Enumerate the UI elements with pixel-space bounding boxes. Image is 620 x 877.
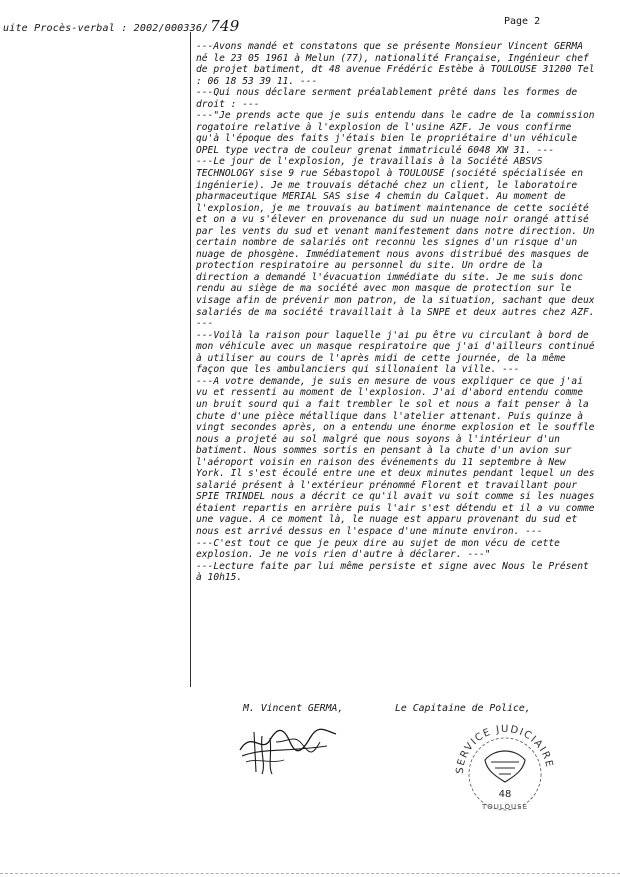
margin-rule <box>190 32 191 687</box>
handwritten-signature <box>232 712 342 777</box>
page-number: Page 2 <box>504 16 541 27</box>
paragraph: ---Qui nous déclare serment préalablement prêté dans les formes de droit : --- <box>196 87 583 110</box>
officer-title: Le Capitaine de Police, <box>395 703 531 714</box>
header-reference <box>3 17 240 35</box>
paragraph: ---Avons mandé et constatons que se présente Monsieur Vincent GERMA né le 23 05 1961 à Melun (77), nationalité Française, Ingénieur chef de projet batiment, dt 48 avenue Frédéric Estèbe à TOULOUSE 31200 Tel : 06 18 53 39 11. --- <box>196 41 601 87</box>
paragraph: ---A votre demande, je suis en mesure de vous expliquer ce que j'ai vu et ressenti au moment de l'explosion. J'ai d'abord entendu comme un bruit sourd qui a fait trembler le sol et nous a fait penser à la chute d'une pièce métallique dans l'atelier attenant. Puis quinze à vingt secondes après, on a entendu une énorme explosion et le souffle nous a projeté au sol malgré que nous soyons à l'intérieur d'un batiment. Nous sommes sortis en pensant à la chute d'un avion sur l'aéroport voisin en raison des événements du 11 septembre à New York. Il s'est écoulé entre une et deux minutes pendant lequel un des salarié présent à l'extérieur prénommé Florent et travaillant pour SPIE TRINDEL nous a décrit ce qu'il avait vu soit comme si les nuages étaient repartis en arrière puis l'air s'est détendu et il a vu comme une vague. A ce moment là, le nuage est apparu provenant du sud et nous est arrivé dessus en l'espace d'une minute environ. --- <box>196 375 601 537</box>
police-stamp <box>445 712 565 812</box>
header-reference-text: uite Procès-verbal : 2002/000336/ <box>3 23 209 34</box>
witness-name: M. Vincent GERMA, <box>243 703 344 714</box>
stamp-arc-text: SERVICE JUDICIAIRE <box>454 723 555 775</box>
handwritten-number: 749 <box>210 17 240 35</box>
paragraph: ---Voilà la raison pour laquelle j'ai pu être vu circulant à bord de mon véhicule avec un masque respiratoire que j'ai d'ailleurs continué à utiliser au cours de l'après midi de cette journée, de la même façon que les ambulanciers qui sillonaient la ville. --- <box>196 329 601 376</box>
paragraph: ---C'est tout ce que je peux dire au sujet de mon vécu de cette explosion. Je ne vois rien d'autre à déclarer. ---" <box>196 537 566 561</box>
paragraph: ---Le jour de l'explosion, je travaillais à la Société ABSVS TECHNOLOGY sise 9 rue Sébastopol à TOULOUSE (société spécialisée en ingénierie). Je me trouvais détaché chez un client, le laboratoire pharmaceutique MERIAL SAS sise 4 chemin du Calquet. Au moment de l'explosion, je me trouvais au batiment maintenance de cette société et on a vu s'élever en provenance du sud un nuage noir orangé attisé par les vents du sud et venant manifestement dans notre direction. Un certain nombre de salariés ont reconnu les signes d'un risque d'un nuage de phosgène. Immédiatement nous avons distribué des masques de protection respiratoire au personnel du site. Un ordre de la direction a demandé l'évacuation immédiate du site. Je me suis donc rendu au siège de ma société avec mon masque de protection sur le visage afin de prévenir mon patron, de la situation, sachant que deux salariés de ma société travaillait à la SNPE et deux autres chez AZF. --- <box>196 156 601 330</box>
stamp-number: 48 <box>498 789 512 800</box>
paragraph: ---Lecture faite par lui même persiste et signe avec Nous le Présent à 10h15. <box>196 560 595 584</box>
stamp-bottom-text: TOULOUSE <box>481 803 529 811</box>
page-bottom-edge <box>0 873 620 874</box>
paragraph: ---"Je prends acte que je suis entendu dans le cadre de la commission rogatoire relative à l'explosion de l'usine AZF. Je vous confirme qu'à l'époque des faits j'étais bien le propriétaire d'un véhicule OPEL type vectra de couleur grenat immatriculé 6048 XW 31. --- <box>196 110 601 156</box>
statement-body <box>196 41 601 584</box>
